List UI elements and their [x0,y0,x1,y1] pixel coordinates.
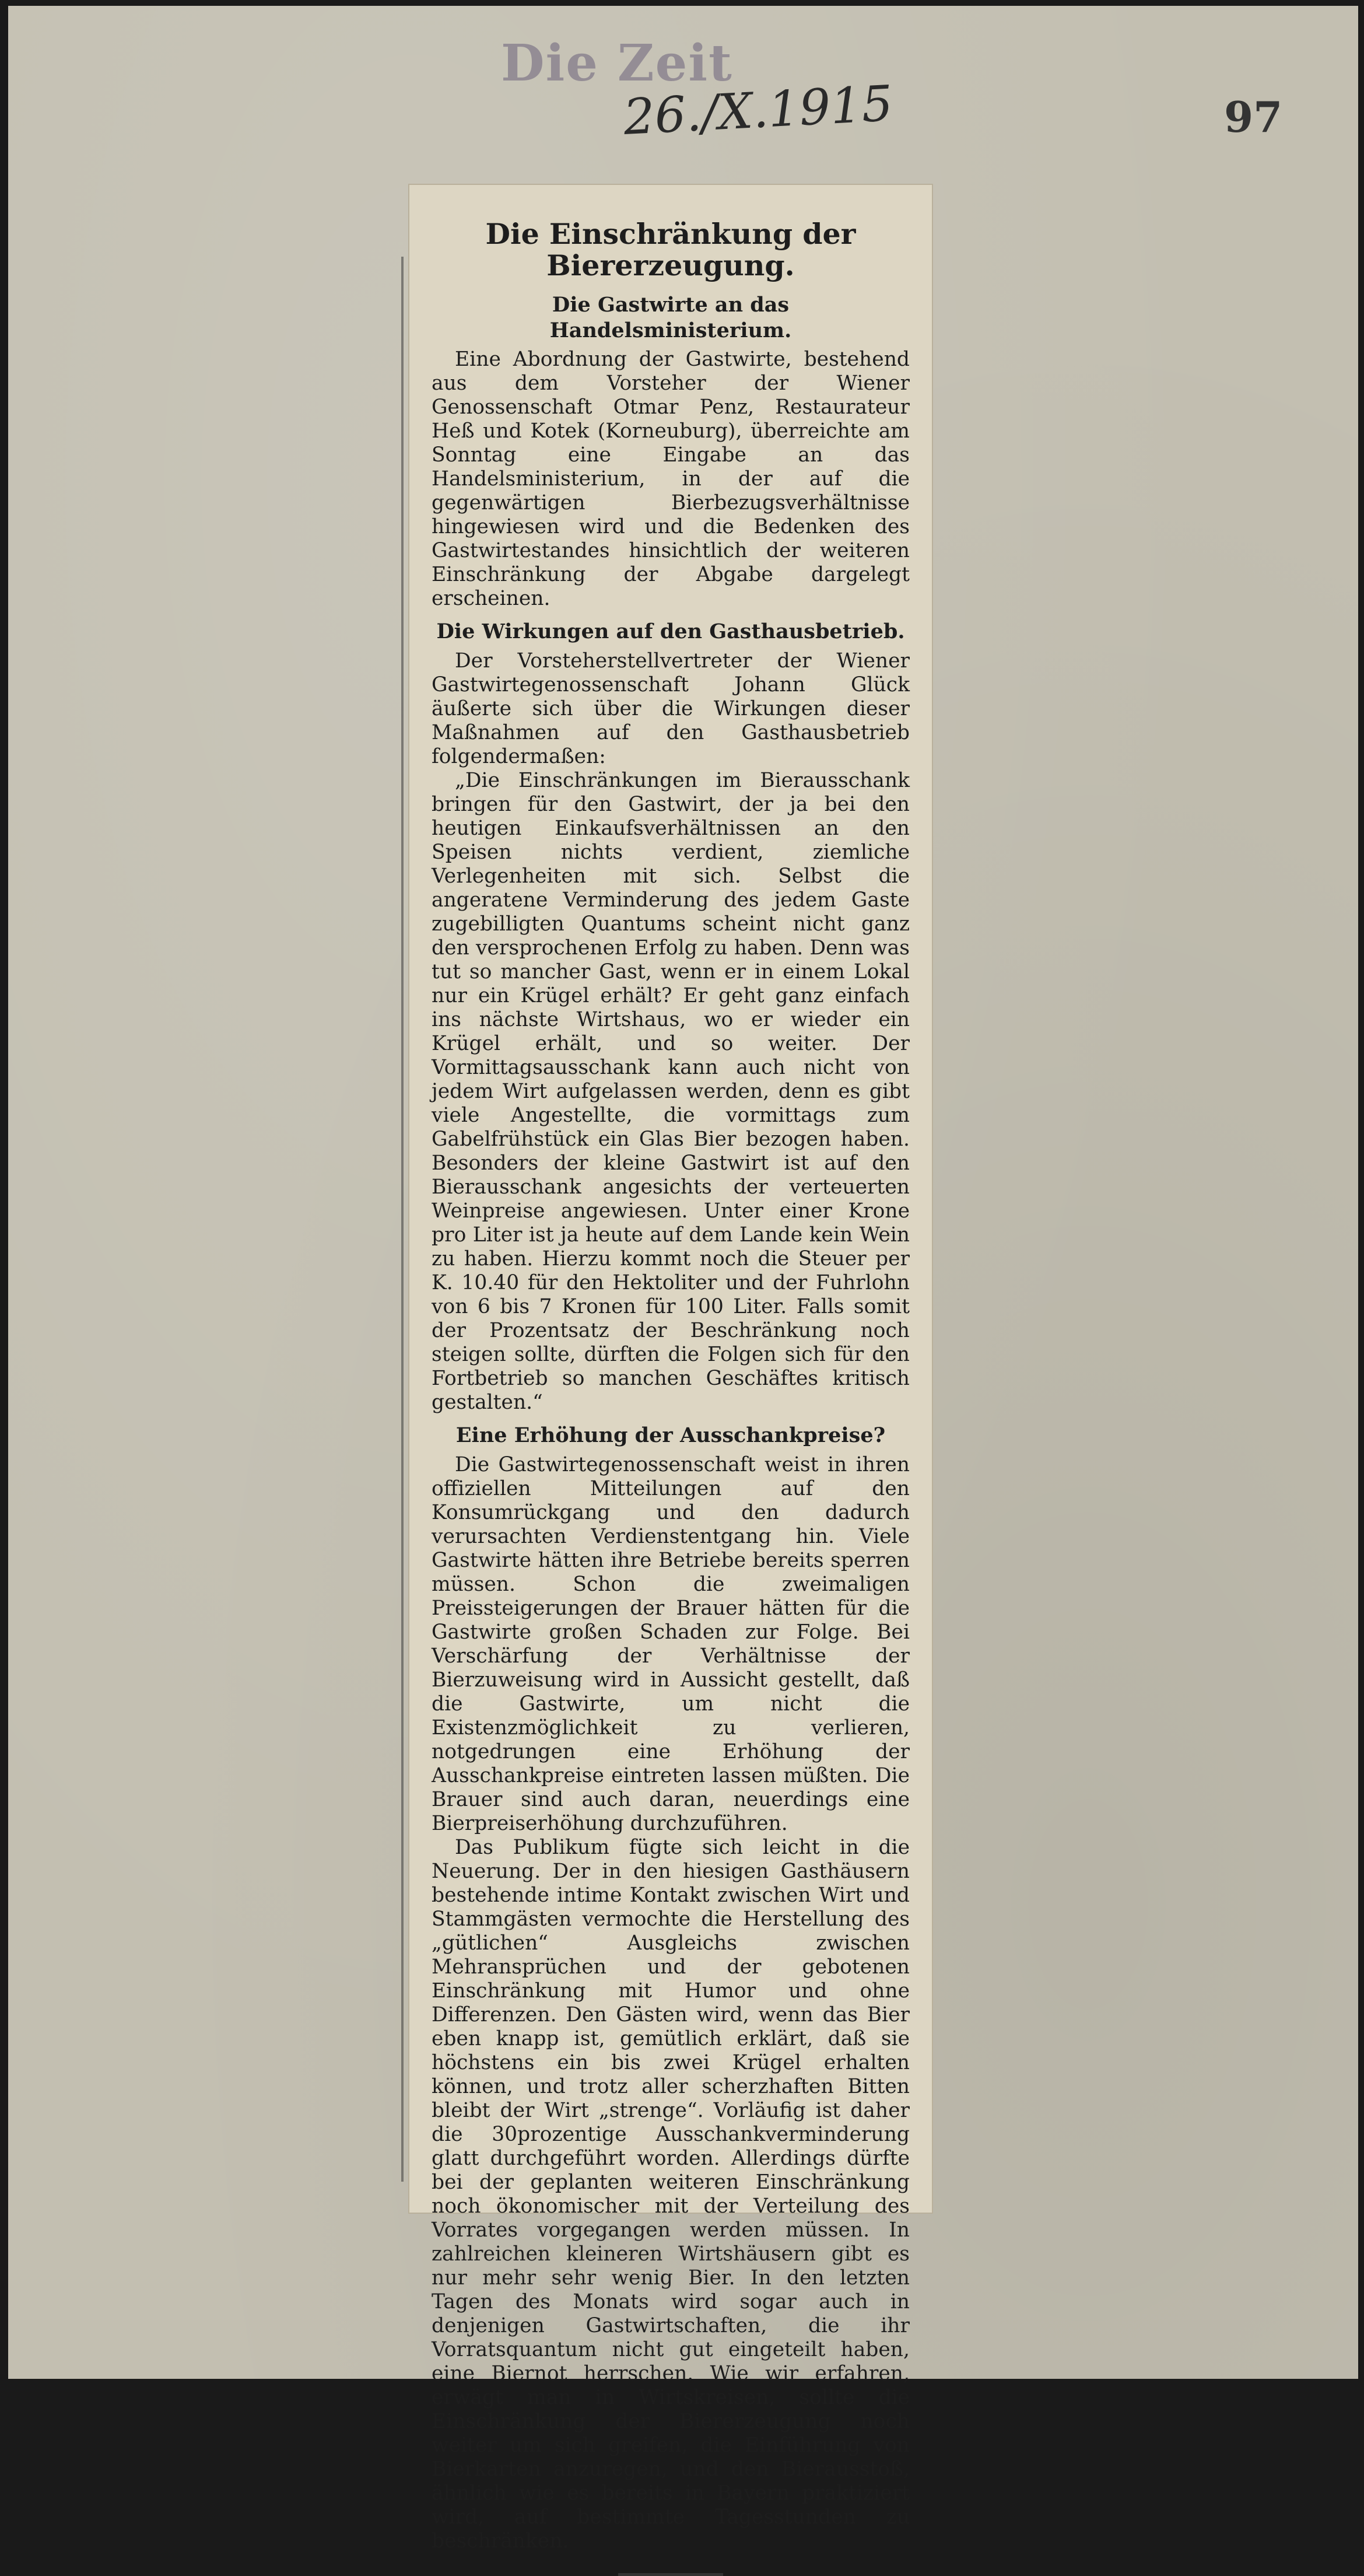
paragraph: „Die Einschränkungen im Bierausschank bringen für den Gastwirt, der ja bei den heutigen Einkaufsverhältnissen an den Speisen nichts verdient, ziemliche Verlegenheiten mit sich. Selbst die angeratene Verminderung des jedem Gaste zugebilligten Quantums scheint nicht ganz den versprochenen Erfolg zu haben. Denn was tut so mancher Gast, wenn er in einem Lokal nur ein Krügel erhält? Er geht ganz einfach ins nächste Wirtshaus, wo er wieder ein Krügel erhält, und so weiter. Der Vormittagsausschank kann auch nicht von jedem Wirt aufgelassen werden, denn es gibt viele Angestellte, die vormittags zum Gabelfrühstück ein Glas Bier bezogen haben. Besonders der kleine Gastwirt ist auf den Bierausschank angesichts der verteuerten Weinpreise angewiesen. Unter einer Krone pro Liter ist ja heute auf dem Lande kein Wein zu haben. Hierzu kommt noch die Steuer per K. 10.40 für den Hektoliter und der Fuhrlohn von 6 bis 7 Kronen für 100 Liter. Falls somit der Prozentsatz der Beschränkung noch steigen sollte, dürften die Folgen sich für den Fortbetrieb so manchen Geschäftes kritisch gestalten.“ [432,769,910,1415]
newspaper-clipping [408,184,933,2553]
paragraph: Die Gastwirtegenossenschaft weist in ihren offiziellen Mitteilungen auf den Konsumrückgang und den dadurch verursachten Verdienstentgang hin. Viele Gastwirte hätten ihre Betriebe bereits sperren müssen. Schon die zweimaligen Preissteigerungen der Brauer hätten für die Gastwirte großen Schaden zur Folge. Bei Verschärfung der Verhältnisse der Bierzuweisung wird in Aussicht gestellt, daß die Gastwirte, um nicht die Existenzmöglichkeit zu verlieren, notgedrungen eine Erhöhung der Ausschankpreise eintreten lassen müßten. Die Brauer sind auch daran, neuerdings eine Bierpreiserhöhung durchzuführen. [432,1452,910,1835]
paragraph: Eine Abordnung der Gastwirte, bestehend aus dem Vorsteher der Wiener Genossenschaft Otmar Penz, Restaurateur Heß und Kotek (Korneuburg), überreichte am Sonntag eine Eingabe an das Handelsministerium, in der auf die gegenwärtigen Bierbezugsverhältnisse hingewiesen wird und die Bedenken des Gastwirtestandes hinsichtlich der weiteren Einschränkung der Abgabe dargelegt erscheinen. [432,348,910,611]
page-number: 97 [1224,92,1283,142]
paragraph: Der Vorsteherstellvertreter der Wiener Gastwirtegenossenschaft Johann Glück äußerte sich über die Wirkungen dieser Maßnahmen auf den Gasthausbetrieb folgendermaßen: [432,649,910,769]
margin-line [401,257,404,2182]
article-headline: Die Einschränkung der Biererzeugung. [485,217,856,282]
subheading: Eine Erhöhung der Ausschankpreise? [455,1423,886,1448]
newspaper-stamp: Die Zeit [501,34,733,93]
paragraph: Das Publikum fügte sich leicht in die Neuerung. Der in den hiesigen Gasthäusern bestehende intime Kontakt zwischen Wirt und Stammgästen vermochte die Herstellung des „gütlichen“ Ausgleichs zwischen Mehransprüchen und der gebotenen Einschränkung mit Humor und ohne Differenzen. Den Gästen wird, wenn das Bier eben knapp ist, gemütlich erklärt, daß sie höchstens ein bis zwei Krügel erhalten können, und trotz aller scherzhaften Bitten bleibt der Wirt „strenge“. Vorläufig ist daher die 30prozentige Ausschankverminderung glatt durchgeführt worden. Allerdings dürfte bei der geplanten weiteren Einschränkung noch ökonomischer mit der Verteilung des Vorrates vorgegangen werden müssen. In zahlreichen kleineren Wirtshäusern gibt es nur mehr sehr wenig Bier. In den letzten Tagen des Monats wird sogar auch in denjenigen Gastwirtschaften, die ihr Vorratsquantum nicht gut eingeteilt haben, eine Biernot herrschen. Wie wir erfahren, erwägt man in Wirtskreisen, sollte die Einschränkung der Biererzeugung noch weiter um sich greifen, die Einführung von Bierkarten anzuregen, und den Bierausstoß, ähnlich wie es bereits in Bayern praktiziert wird, auf bestimmte Tagesstunden zu beschränken. [432,1835,910,2553]
subheading: Die Gastwirte an das Handelsministerium. [549,292,792,342]
end-rule [618,2573,723,2576]
handwritten-date: 26./X.1915 [622,74,895,146]
subheading: Die Wirkungen auf den Gasthausbetrieb. [436,620,905,644]
